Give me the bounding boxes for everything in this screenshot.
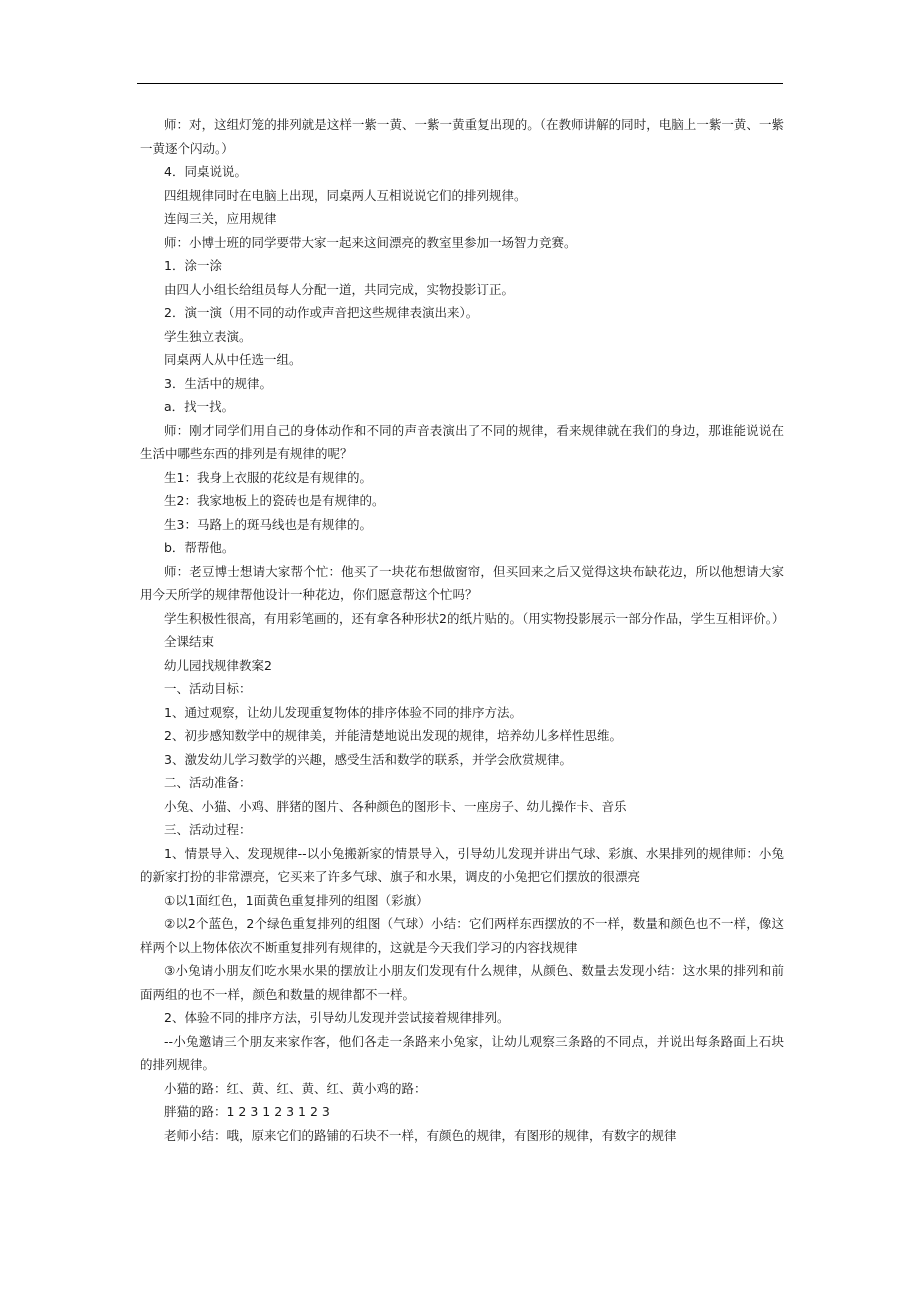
header-rule <box>137 83 783 84</box>
paragraph: 2、体验不同的排序方法，引导幼儿发现并尝试接着规律排列。 <box>164 1010 510 1025</box>
paragraph: 学生独立表演。 <box>164 328 252 344</box>
paragraph: --小兔邀请三个朋友来家作客，他们各走一条路来小兔家，让幼儿观察三条路的不同点，并说出每条路面上石块的排列规律。 <box>140 1033 784 1072</box>
paragraph: 四组规律同时在电脑上出现，同桌两人互相说说它们的排列规律。 <box>164 187 527 203</box>
paragraph: 师：刚才同学们用自己的身体动作和不同的声音表演出了不同的规律，看来规律就在我们的身边，那谁能说说在生活中哪些东西的排列是有规律的呢？ <box>140 422 784 461</box>
paragraph: 生3：马路上的斑马线也是有规律的。 <box>164 516 372 532</box>
paragraph: ③小兔请小朋友们吃水果水果的摆放让小朋友们发现有什么规律，从颜色、数量去发现小结：这水果的排列和前面两组的也不一样，颜色和数量的规律都不一样。 <box>140 963 784 1002</box>
paragraph: 师：老豆博士想请大家帮个忙：他买了一块花布想做窗帘，但买回来之后又觉得这块布缺花边，所以他想请大家用今天所学的规律帮他设计一种花边，你们愿意帮这个忙吗？ <box>140 563 784 602</box>
paragraph: 小兔、小猫、小鸡、胖猪的图片、各种颜色的图形卡、一座房子、幼儿操作卡、音乐 <box>164 798 627 814</box>
paragraph: 胖猫的路：1 2 3 1 2 3 1 2 3 <box>164 1104 330 1119</box>
list-item: 2、初步感知数学中的规律美，并能清楚地说出发现的规律，培养幼儿多样性思维。 <box>164 728 622 743</box>
list-item: 1、通过观察，让幼儿发现重复物体的排序体验不同的排序方法。 <box>164 704 522 720</box>
section-heading: 三、活动过程： <box>164 822 252 837</box>
paragraph: 1．涂一涂 <box>164 258 222 273</box>
paragraph: 生2：我家地板上的瓷砖也是有规律的。 <box>164 493 385 508</box>
paragraph: ②以2个蓝色，2个绿色重复排列的组图（气球）小结：它们两样东西摆放的不一样，数量和颜色也不一样，像这样两个以上物体依次不断重复排列有规律的，这就是今天我们学习的内容找规律 <box>140 916 784 955</box>
document-body <box>140 113 784 1147</box>
paragraph: ①以1面红色，1面黄色重复排列的组图（彩旗） <box>164 892 429 908</box>
paragraph: 2．演一演（用不同的动作或声音把这些规律表演出来）。 <box>164 305 479 320</box>
paragraph: 由四人小组长给组员每人分配一道，共同完成，实物投影订正。 <box>164 281 515 297</box>
document-subtitle: 幼儿园找规律教案2 <box>164 657 272 673</box>
section-heading: 一、活动目标： <box>164 681 252 696</box>
section-heading: 二、活动准备： <box>164 775 252 790</box>
paragraph: 3．生活中的规律。 <box>164 375 272 391</box>
paragraph: a．找一找。 <box>164 399 235 414</box>
paragraph: 全课结束 <box>164 634 215 649</box>
list-item: 3、激发幼儿学习数学的兴趣，感受生活和数学的联系，并学会欣赏规律。 <box>164 751 572 767</box>
paragraph: 生1：我身上衣服的花纹是有规律的。 <box>164 469 372 485</box>
paragraph: 同桌两人从中任选一组。 <box>164 352 302 367</box>
paragraph: 1、情景导入、发现规律--以小兔搬新家的情景导入，引导幼儿发现并讲出气球、彩旗、水果排列的规律师：小兔的新家打扮的非常漂亮，它买来了许多气球、旗子和水果，调皮的小兔把它们摆放的很漂亮 <box>140 845 784 884</box>
section-heading: 连闯三关，应用规律 <box>164 211 277 226</box>
paragraph: 老师小结：哦，原来它们的路铺的石块不一样，有颜色的规律，有图形的规律，有数字的规律 <box>164 1127 677 1143</box>
paragraph: 师：小博士班的同学要带大家一起来这间漂亮的教室里参加一场智力竞赛。 <box>164 234 577 250</box>
paragraph: 师：对，这组灯笼的排列就是这样一紫一黄、一紫一黄重复出现的。（在教师讲解的同时，电脑上一紫一黄、一紫一黄逐个闪动。） <box>140 117 784 156</box>
paragraph: 4．同桌说说。 <box>164 164 247 179</box>
paragraph: b．帮帮他。 <box>164 540 235 555</box>
paragraph: 学生积极性很高，有用彩笔画的，还有拿各种形状2的纸片贴的。（用实物投影展示一部分作品，学生互相评价。） <box>164 610 785 626</box>
paragraph: 小猫的路：红、黄、红、黄、红、黄小鸡的路： <box>164 1080 427 1096</box>
